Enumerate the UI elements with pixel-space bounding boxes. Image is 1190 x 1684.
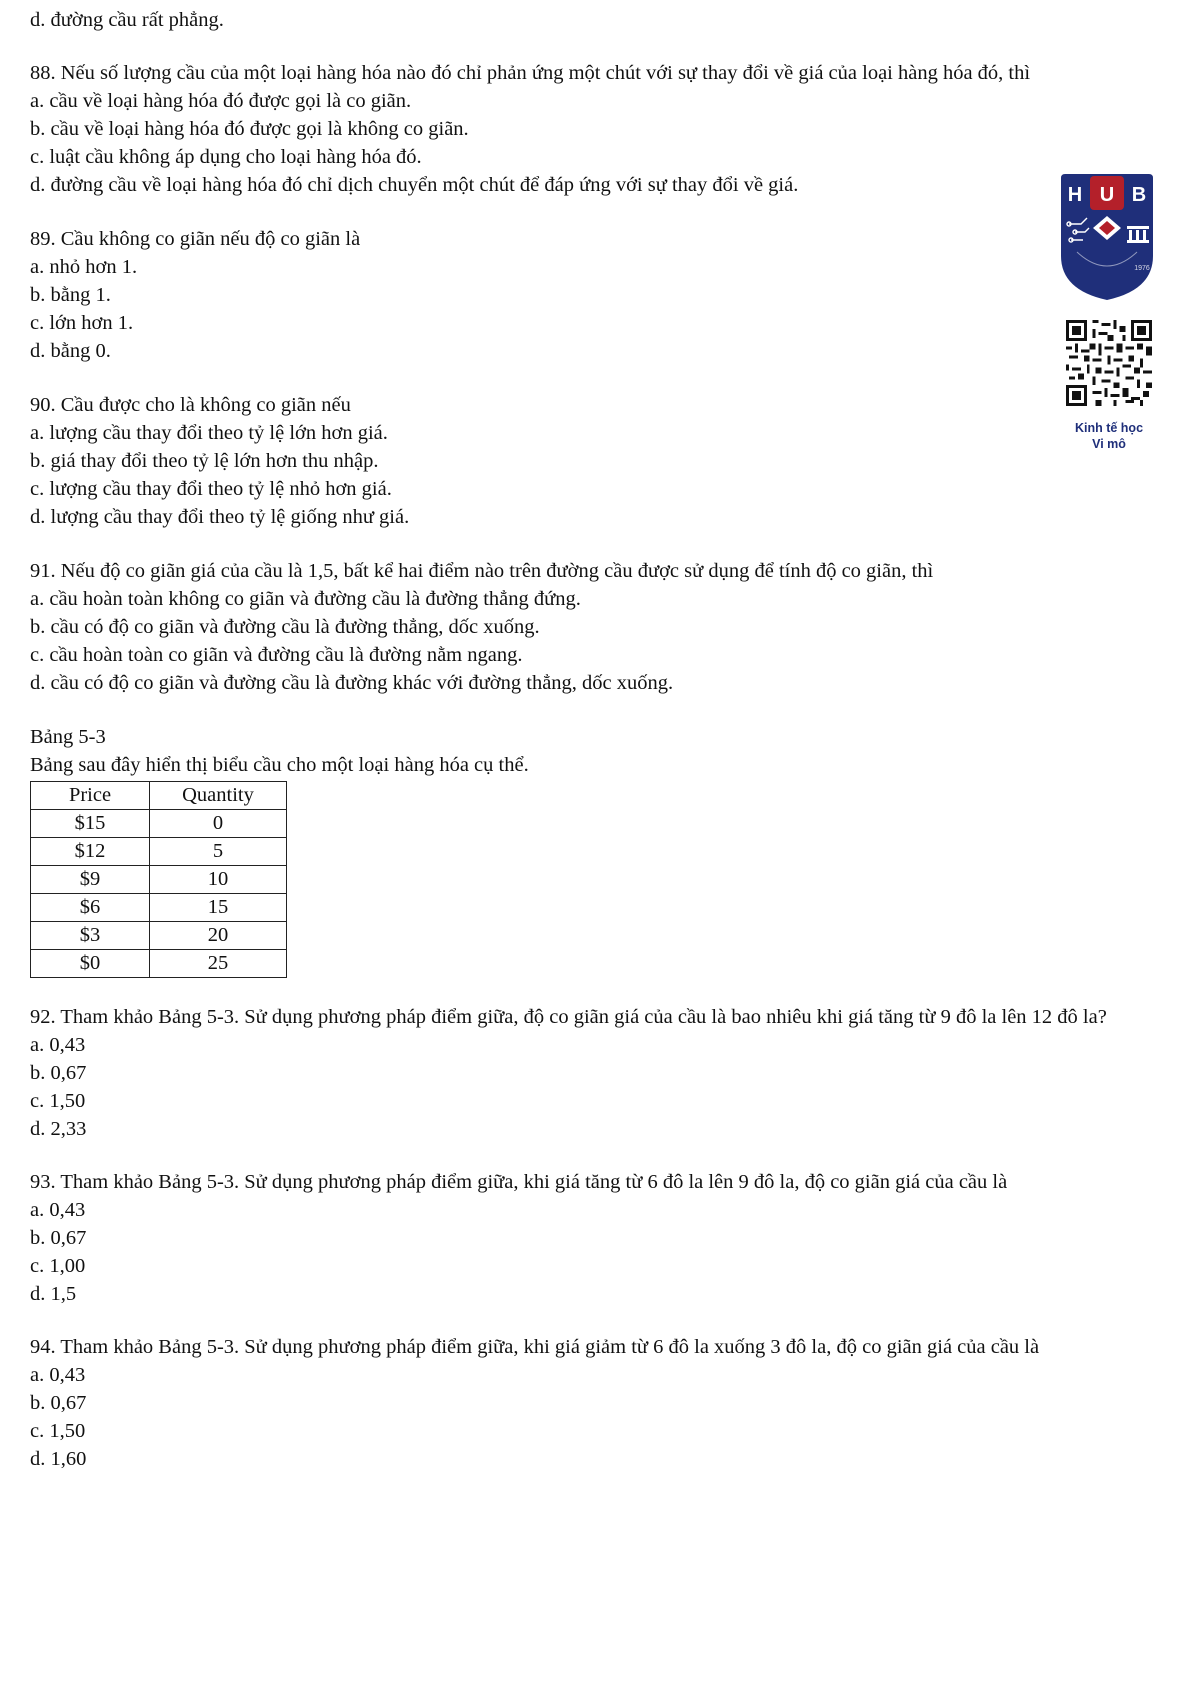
option-c: c. luật cầu không áp dụng cho loại hàng hóa đó. [30,146,422,168]
logo-year: 1976 [1134,265,1150,272]
question-text: 91. Nếu độ co giãn giá của cầu là 1,5, bất kể hai điểm nào trên đường cầu được sử dụng để tính độ co giãn, thì [30,560,934,582]
quantity-cell: 10 [150,866,287,894]
table-row [31,838,287,866]
option-c: c. 1,00 [30,1255,86,1277]
logo-letter-u: U [1099,184,1115,206]
option-c: c. lượng cầu thay đổi theo tỷ lệ nhỏ hơn giá. [30,478,392,500]
quantity-cell: 0 [150,810,287,838]
price-cell: $0 [31,950,150,978]
price-cell: $15 [31,810,150,838]
option-a: a. 0,43 [30,1199,86,1221]
table-caption: Bảng sau đây hiển thị biểu cầu cho một loại hàng hóa cụ thể. [30,754,529,776]
option-d: d. 1,60 [30,1448,87,1470]
logo-letter-b: B [1131,184,1147,206]
question-93 [30,1169,1170,1308]
option-d: d. 1,5 [30,1283,77,1305]
document-page [30,0,1170,1473]
option-d: d. bằng 0. [30,340,111,362]
table-row [31,810,287,838]
price-header: Price [31,782,150,810]
question-text: 89. Cầu không co giãn nếu độ co giãn là [30,228,361,250]
table-section [30,723,1170,978]
option-a: a. 0,43 [30,1034,86,1056]
price-cell: $9 [31,866,150,894]
logo-letter-h: H [1067,184,1083,206]
option-a: a. lượng cầu thay đổi theo tỷ lệ lớn hơn giá. [30,422,388,444]
option-b: b. giá thay đổi theo tỷ lệ lớn hơn thu nhập. [30,450,379,472]
table-title: Bảng 5-3 [30,726,106,748]
logo-caption-line1: Kinh tế học [1074,421,1144,435]
option-d: d. cầu có độ co giãn và đường cầu là đường khác với đường thẳng, dốc xuống. [30,672,674,694]
option-d: d. 2,33 [30,1118,87,1140]
option-d: d. đường cầu về loại hàng hóa đó chỉ dịch chuyển một chút để đáp ứng với sự thay đổi về giá. [30,174,799,196]
table-row [31,894,287,922]
question-92 [30,1004,1170,1143]
option-a: a. cầu hoàn toàn không co giãn và đường cầu là đường thẳng đứng. [30,588,581,610]
question-90 [30,391,1170,531]
option-c: c. 1,50 [30,1090,86,1112]
table-row [31,922,287,950]
option-b: b. cầu về loại hàng hóa đó được gọi là không co giãn. [30,118,469,140]
question-text: 93. Tham khảo Bảng 5-3. Sử dụng phương pháp điểm giữa, khi giá tăng từ 6 đô la lên 9 đô la, độ co giãn giá của cầu là [30,1171,1008,1193]
quantity-cell: 5 [150,838,287,866]
option-c: c. cầu hoàn toàn co giãn và đường cầu là đường nằm ngang. [30,644,523,666]
price-cell: $3 [31,922,150,950]
qr-code-icon [1066,320,1152,406]
quantity-cell: 20 [150,922,287,950]
question-text: 88. Nếu số lượng cầu của một loại hàng hóa nào đó chỉ phản ứng một chút với sự thay đổi về giá của loại hàng hóa đó, thì [30,62,1031,84]
logo-caption-line2: Vi mô [1092,437,1126,451]
demand-schedule-table [30,781,287,978]
building-icon [1127,226,1149,243]
price-cell: $6 [31,894,150,922]
table-row [31,950,287,978]
quantity-header: Quantity [150,782,287,810]
logo-caption [1057,420,1161,452]
quantity-cell: 15 [150,894,287,922]
question-94 [30,1334,1170,1473]
question-text: 92. Tham khảo Bảng 5-3. Sử dụng phương pháp điểm giữa, độ co giãn giá của cầu là bao nhiêu khi giá tăng từ 9 đô la lên 12 đô la? [30,1006,1107,1028]
question-text: 94. Tham khảo Bảng 5-3. Sử dụng phương pháp điểm giữa, khi giá giảm từ 6 đô la xuống 3 đô la, độ co giãn giá của cầu là [30,1336,1040,1358]
hub-shield-logo [1057,172,1157,302]
question-91 [30,557,1170,697]
option-b: b. bằng 1. [30,284,111,306]
option-b: b. cầu có độ co giãn và đường cầu là đường thẳng, dốc xuống. [30,616,540,638]
question-text: 90. Cầu được cho là không co giãn nếu [30,394,351,416]
option-b: b. 0,67 [30,1062,87,1084]
option-c: c. 1,50 [30,1420,86,1442]
option-b: b. 0,67 [30,1392,87,1414]
price-cell: $12 [31,838,150,866]
question-88 [30,60,1170,199]
quantity-cell: 25 [150,950,287,978]
option-d: d. lượng cầu thay đổi theo tỷ lệ giống như giá. [30,506,410,528]
table-row [31,866,287,894]
option-a: a. nhỏ hơn 1. [30,256,138,278]
table-header-row [31,782,287,810]
question-89 [30,225,1170,365]
hub-logo-area [1057,172,1157,451]
option-a: a. cầu về loại hàng hóa đó được gọi là co giãn. [30,90,412,112]
previous-answer-line: d. đường cầu rất phẳng. [30,9,224,31]
option-a: a. 0,43 [30,1364,86,1386]
option-b: b. 0,67 [30,1227,87,1249]
option-c: c. lớn hơn 1. [30,312,134,334]
